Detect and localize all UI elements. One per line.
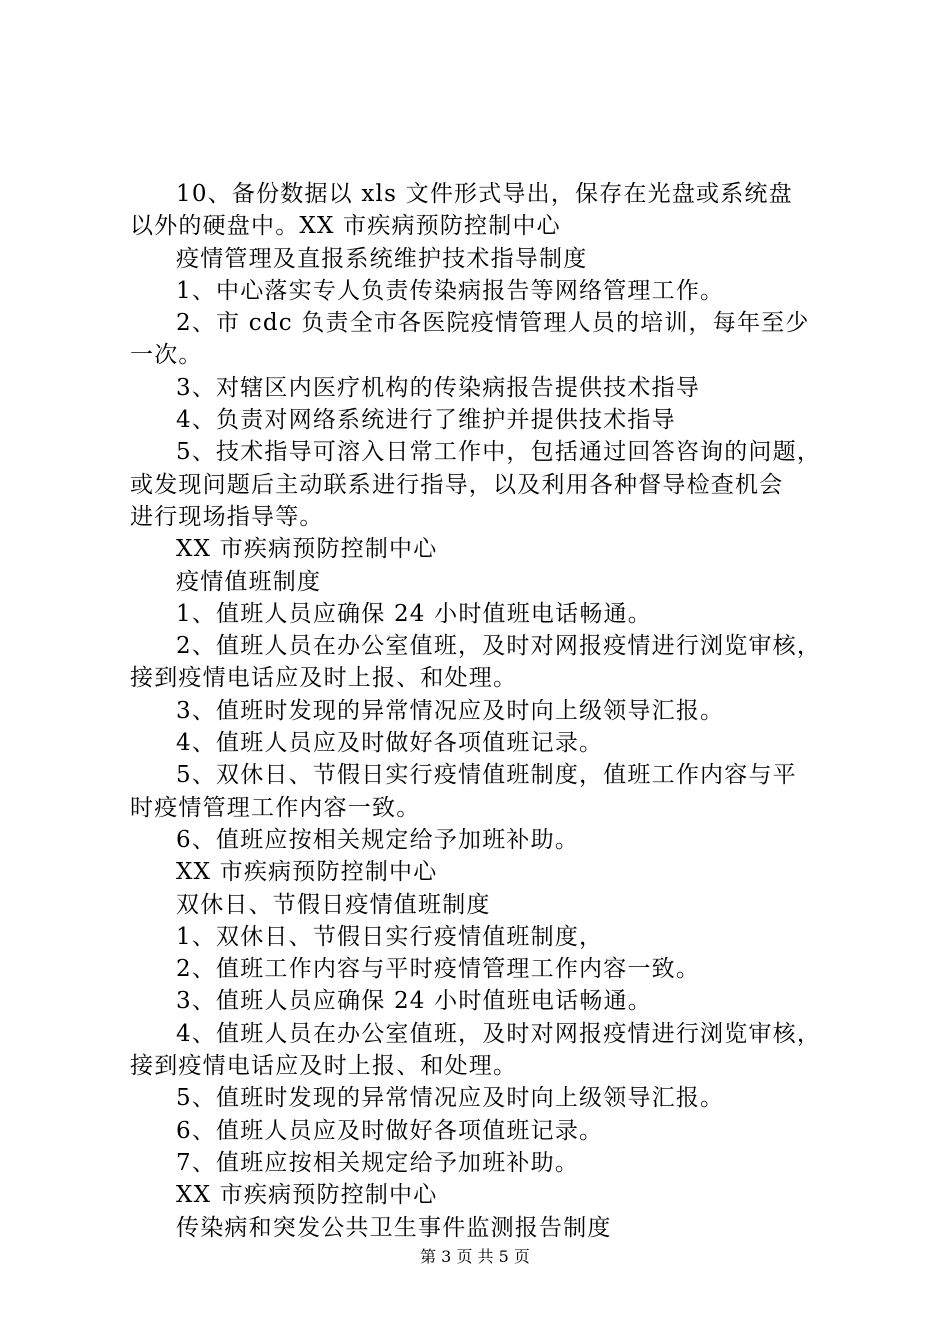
text-line: 传染病和突发公共卫生事件监测报告制度: [176, 1214, 612, 1241]
text-line: 6、值班人员应及时做好各项值班记录。: [176, 1117, 604, 1144]
text-line: 接到疫情电话应及时上报、和处理。: [130, 1053, 518, 1080]
text-line: 2、值班工作内容与平时疫情管理工作内容一致。: [176, 956, 701, 983]
text-line: 双休日、节假日疫情值班制度: [176, 891, 491, 918]
text-line: XX 市疾病预防控制中心: [176, 536, 438, 563]
text-line: 3、值班时发现的异常情况应及时向上级领导汇报。: [176, 697, 725, 724]
text-line: 1、值班人员应确保 24 小时值班电话畅通。: [176, 600, 652, 627]
text-line: 6、值班应按相关规定给予加班补助。: [176, 826, 580, 853]
document-body: [130, 178, 830, 1244]
text-line: 5、双休日、节假日实行疫情值班制度，值班工作内容与平: [176, 762, 797, 789]
text-line: 3、值班人员应确保 24 小时值班电话畅通。: [176, 988, 652, 1015]
text-line: 时疫情管理工作内容一致。: [130, 794, 421, 821]
text-line: 7、值班应按相关规定给予加班补助。: [176, 1149, 580, 1176]
text-line: 疫情值班制度: [176, 568, 322, 595]
text-line: 1、中心落实专人负责传染病报告等网络管理工作。: [176, 277, 725, 304]
text-line: 10、备份数据以 xls 文件形式导出，保存在光盘或系统盘: [176, 181, 793, 207]
text-line: 1、双休日、节假日实行疫情值班制度，: [176, 923, 604, 950]
text-line: 以外的硬盘中。XX 市疾病预防控制中心: [130, 213, 561, 240]
text-line: 2、值班人员在办公室值班，及时对网报疫情进行浏览审核，: [176, 633, 822, 660]
text-line: 5、技术指导可溶入日常工作中，包括通过回答咨询的问题，: [176, 439, 822, 466]
text-line: 4、值班人员应及时做好各项值班记录。: [176, 730, 604, 757]
text-line: 或发现问题后主动联系进行指导，以及利用各种督导检查机会: [130, 471, 784, 498]
text-line: 4、值班人员在办公室值班，及时对网报疫情进行浏览审核，: [176, 1020, 822, 1047]
text-line: 2、市 cdc 负责全市各医院疫情管理人员的培训，每年至少: [176, 310, 810, 337]
text-line: XX 市疾病预防控制中心: [176, 1182, 438, 1209]
text-line: 接到疫情电话应及时上报、和处理。: [130, 665, 518, 692]
text-line: 进行现场指导等。: [130, 503, 324, 530]
text-line: 疫情管理及直报系统维护技术指导制度: [176, 245, 588, 272]
text-line: XX 市疾病预防控制中心: [176, 859, 438, 886]
text-line: 3、对辖区内医疗机构的传染病报告提供技术指导: [176, 374, 701, 401]
page-number-footer: 第 3 页 共 5 页: [420, 1247, 530, 1266]
text-line: 4、负责对网络系统进行了维护并提供技术指导: [176, 407, 676, 434]
text-line: 一次。: [130, 342, 203, 369]
text-line: 5、值班时发现的异常情况应及时向上级领导汇报。: [176, 1085, 725, 1112]
